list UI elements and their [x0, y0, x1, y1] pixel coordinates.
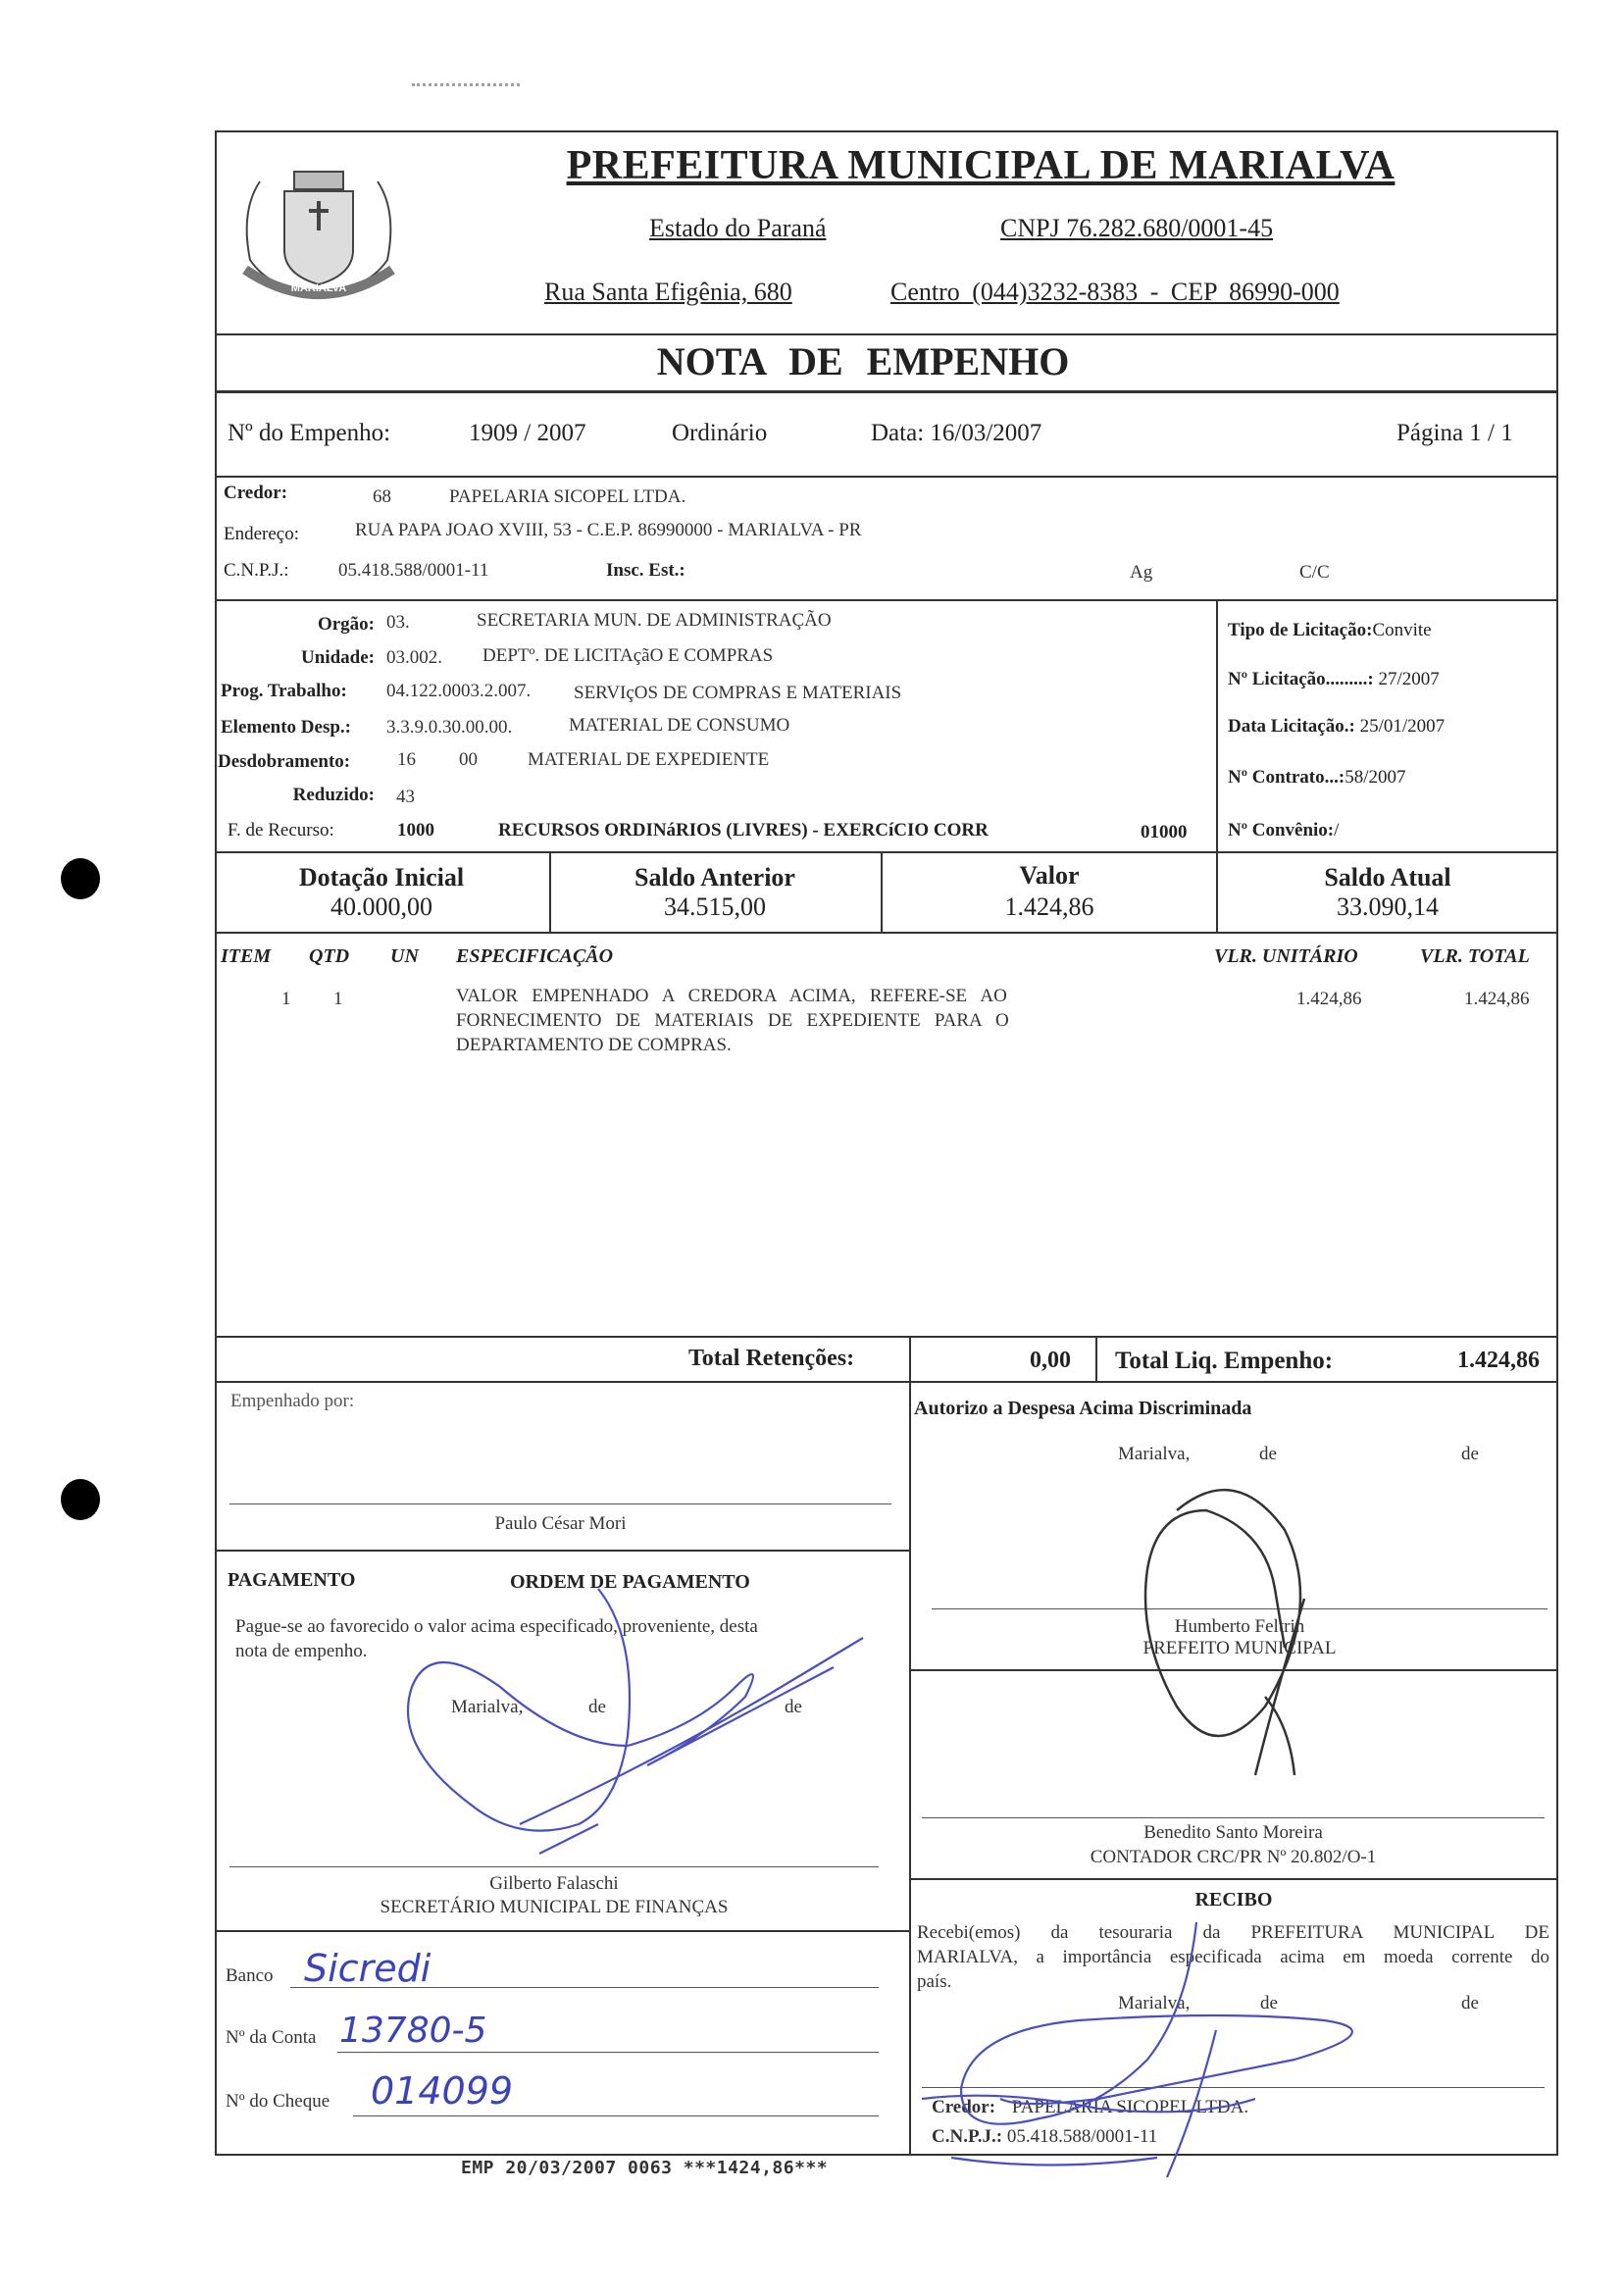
- contrato-label: Nº Contrato...:: [1228, 767, 1345, 788]
- unidade-value: DEPTº. DE LICITAçãO E COMPRAS: [482, 645, 774, 666]
- saldo-anterior-label: Saldo Anterior: [634, 863, 795, 892]
- elemento-code: 3.3.9.0.30.00.00.: [386, 717, 513, 738]
- ag-label: Ag: [1130, 562, 1153, 583]
- orgao-value: SECRETARIA MUN. DE ADMINISTRAÇÃO: [477, 610, 832, 631]
- credor-label: Credor:: [224, 483, 288, 503]
- items-header-un: UN: [390, 945, 419, 967]
- saldo-atual-value: 33.090,14: [1337, 892, 1439, 921]
- fonte-label: F. de Recurso:: [228, 820, 334, 841]
- empenho-date: Data: 16/03/2007: [871, 420, 1042, 446]
- empenho-number: 1909 / 2007: [469, 420, 586, 446]
- retencoes-label: Total Retenções:: [688, 1346, 855, 1371]
- fonte-value: RECURSOS ORDINáRIOS (LIVRES) - EXERCíCIO CORR: [498, 820, 989, 841]
- pagamento-de-1: de: [588, 1697, 606, 1717]
- credor-name: PAPELARIA SICOPEL LTDA.: [449, 486, 686, 507]
- fonte-code-2: 01000: [1141, 822, 1188, 842]
- liquido-label: Total Liq. Empenho:: [1115, 1348, 1334, 1374]
- items-header-unit: VLR. UNITÁRIO: [1214, 945, 1358, 967]
- address-rest: Centro (044)3232-8383 - CEP 86990-000: [890, 278, 1340, 306]
- items-header-spec: ESPECIFICAÇÃO: [456, 945, 614, 967]
- items-header-item: ITEM: [221, 945, 272, 967]
- pagamento-text-1: Pague-se ao favorecido o valor acima especificado, proveniente, desta: [235, 1616, 758, 1637]
- convenio: [1228, 820, 1339, 841]
- convenio-label: Nº Convênio:: [1228, 820, 1335, 841]
- item-spec-line-1: VALOR EMPENHADO A CREDORA ACIMA, REFERE-SE AO: [456, 986, 1007, 1006]
- empenhado-name: Paulo César Mori: [494, 1513, 627, 1534]
- reduzido-value: 43: [396, 787, 415, 807]
- recibo-city: Marialva,: [1118, 1993, 1191, 2013]
- recibo-text-2: MARIALVA, a importância especificada acima em moeda corrente do: [917, 1947, 1549, 1967]
- recibo-credor-label: Credor:: [932, 2097, 996, 2117]
- desdobramento-code-2: 00: [459, 749, 478, 770]
- dotacao-value: 40.000,00: [330, 892, 432, 921]
- endereco-value: RUA PAPA JOAO XVIII, 53 - C.E.P. 86990000 - MARIALVA - PR: [355, 520, 862, 540]
- liquido-value: 1.424,86: [1457, 1348, 1540, 1373]
- cnpj-header: CNPJ 76.282.680/0001-45: [1000, 214, 1274, 242]
- orgao-label: Orgão:: [317, 614, 375, 635]
- unidade-label: Unidade:: [301, 647, 375, 668]
- ordem-pagamento-label: ORDEM DE PAGAMENTO: [510, 1571, 750, 1593]
- desdobramento-code-1: 16: [397, 749, 416, 770]
- data-licitacao-value: 25/01/2007: [1359, 716, 1446, 737]
- punch-hole-bottom: [61, 1479, 100, 1520]
- num-licitacao: [1228, 669, 1440, 690]
- prog-label: Prog. Trabalho:: [221, 681, 347, 701]
- recibo-text-3: país.: [917, 1971, 952, 1992]
- banco-handwritten: Sicredi: [304, 1947, 431, 1990]
- recibo-de-1: de: [1260, 1993, 1278, 2013]
- tipo-licitacao: [1228, 620, 1432, 641]
- municipal-crest-icon: [221, 152, 417, 309]
- autorizo-label: Autorizo a Despesa Acima Discriminada: [914, 1398, 1252, 1419]
- convenio-value: /: [1334, 820, 1340, 841]
- desdobramento-label: Desdobramento:: [218, 751, 351, 772]
- doc-title: NOTA DE EMPENHO: [656, 339, 1070, 383]
- conta-label: Nº da Conta: [226, 2027, 317, 2048]
- desdobramento-value: MATERIAL DE EXPEDIENTE: [528, 749, 770, 770]
- empenhado-label: Empenhado por:: [230, 1391, 355, 1411]
- banco-label: Banco: [226, 1965, 274, 1986]
- prefeito-name: Humberto Feltrin: [1174, 1616, 1305, 1637]
- item-spec-line-3: DEPARTAMENTO DE COMPRAS.: [456, 1035, 732, 1055]
- credor-code: 68: [373, 486, 391, 507]
- data-licitacao-label: Data Licitação.:: [1228, 716, 1355, 737]
- empenho-type: Ordinário: [672, 420, 768, 446]
- item-spec-line-2: FORNECIMENTO DE MATERIAIS DE EXPEDIENTE PARA O: [456, 1010, 1009, 1031]
- dotacao-label: Dotação Inicial: [298, 863, 465, 892]
- orgao-code: 03.: [386, 612, 410, 633]
- page-number: Página 1 / 1: [1396, 420, 1513, 446]
- valor-label: Valor: [1019, 861, 1080, 890]
- conta-handwritten: 13780-5: [339, 2011, 487, 2051]
- contador-name: Benedito Santo Moreira: [1143, 1822, 1323, 1843]
- autorizo-city: Marialva,: [1118, 1444, 1191, 1464]
- items-header-total: VLR. TOTAL: [1420, 945, 1530, 967]
- recibo-de-2: de: [1461, 1993, 1479, 2013]
- cnpj-label: C.N.P.J.:: [224, 560, 289, 581]
- item-unit-value: 1.424,86: [1296, 989, 1362, 1009]
- prefeito-role: PREFEITO MUNICIPAL: [1142, 1638, 1337, 1658]
- page-title: PREFEITURA MUNICIPAL DE MARIALVA: [566, 143, 1396, 188]
- tipo-licitacao-label: Tipo de Licitação:: [1228, 620, 1373, 640]
- crest-label: MARIALVA: [290, 282, 347, 294]
- contrato: [1228, 767, 1405, 789]
- items-header-qtd: QTD: [309, 945, 350, 967]
- retencoes-value: 0,00: [1030, 1348, 1071, 1373]
- pagamento-de-2: de: [785, 1697, 802, 1717]
- recibo-label: RECIBO: [1194, 1889, 1273, 1911]
- empenho-label: Nº do Empenho:: [228, 420, 391, 446]
- cnpj-value: 05.418.588/0001-11: [338, 560, 489, 581]
- item-total-value: 1.424,86: [1464, 989, 1530, 1009]
- prog-code: 04.122.0003.2.007.: [386, 681, 532, 701]
- contador-role: CONTADOR CRC/PR Nº 20.802/O-1: [1090, 1847, 1377, 1867]
- secretario-name: Gilberto Falaschi: [489, 1873, 619, 1894]
- secretario-role: SECRETÁRIO MUNICIPAL DE FINANÇAS: [380, 1897, 729, 1917]
- secretario-signature-icon: [373, 1579, 883, 1893]
- recibo-cnpj-value: 05.418.588/0001-11: [1006, 2126, 1158, 2147]
- contrato-value: 58/2007: [1345, 767, 1406, 788]
- tipo-licitacao-value: Convite: [1372, 620, 1432, 640]
- prefeito-signature-icon: [1118, 1471, 1363, 1795]
- num-licitacao-label: Nº Licitação.........:: [1228, 669, 1374, 689]
- item-qtd: 1: [333, 989, 343, 1009]
- cc-label: C/C: [1299, 562, 1330, 583]
- recibo-cnpj-label: C.N.P.J.:: [932, 2126, 1003, 2147]
- punch-hole-top: [61, 858, 100, 899]
- pagamento-label: PAGAMENTO: [228, 1569, 356, 1591]
- unidade-code: 03.002.: [386, 647, 442, 668]
- fonte-code: 1000: [397, 820, 434, 841]
- elemento-value: MATERIAL DE CONSUMO: [569, 715, 790, 736]
- valor-value: 1.424,86: [1004, 892, 1094, 921]
- endereco-label: Endereço:: [224, 524, 300, 544]
- autorizo-de-1: de: [1259, 1444, 1277, 1464]
- item-number: 1: [281, 989, 291, 1009]
- credor-signature-icon: [902, 1912, 1412, 2187]
- recibo-text-1: Recebi(emos) da tesouraria da PREFEITURA MUNICIPAL DE: [917, 1922, 1549, 1943]
- bank-stamp: EMP 20/03/2007 0063 ***1424,86***: [461, 2158, 829, 2178]
- cheque-label: Nº do Cheque: [226, 2091, 330, 2112]
- elemento-label: Elemento Desp.:: [221, 717, 351, 738]
- address-label: Rua Santa Efigênia, 680: [544, 278, 792, 306]
- scan-marks: [412, 83, 520, 100]
- pagamento-city: Marialva,: [451, 1697, 524, 1717]
- prog-value: SERVIçOS DE COMPRAS E MATERIAIS: [574, 683, 902, 703]
- data-licitacao: [1228, 716, 1445, 738]
- num-licitacao-value: 27/2007: [1378, 669, 1440, 689]
- state-label: Estado do Paraná: [649, 214, 827, 242]
- autorizo-de-2: de: [1461, 1444, 1479, 1464]
- saldo-atual-label: Saldo Atual: [1324, 863, 1451, 892]
- reduzido-label: Reduzido:: [292, 785, 375, 805]
- insc-label: Insc. Est.:: [606, 560, 685, 581]
- saldo-anterior-value: 34.515,00: [664, 892, 766, 921]
- cheque-handwritten: 014099: [371, 2069, 514, 2113]
- pagamento-text-2: nota de empenho.: [235, 1641, 368, 1661]
- recibo-credor-value: PAPELARIA SICOPEL LTDA.: [1011, 2097, 1249, 2117]
